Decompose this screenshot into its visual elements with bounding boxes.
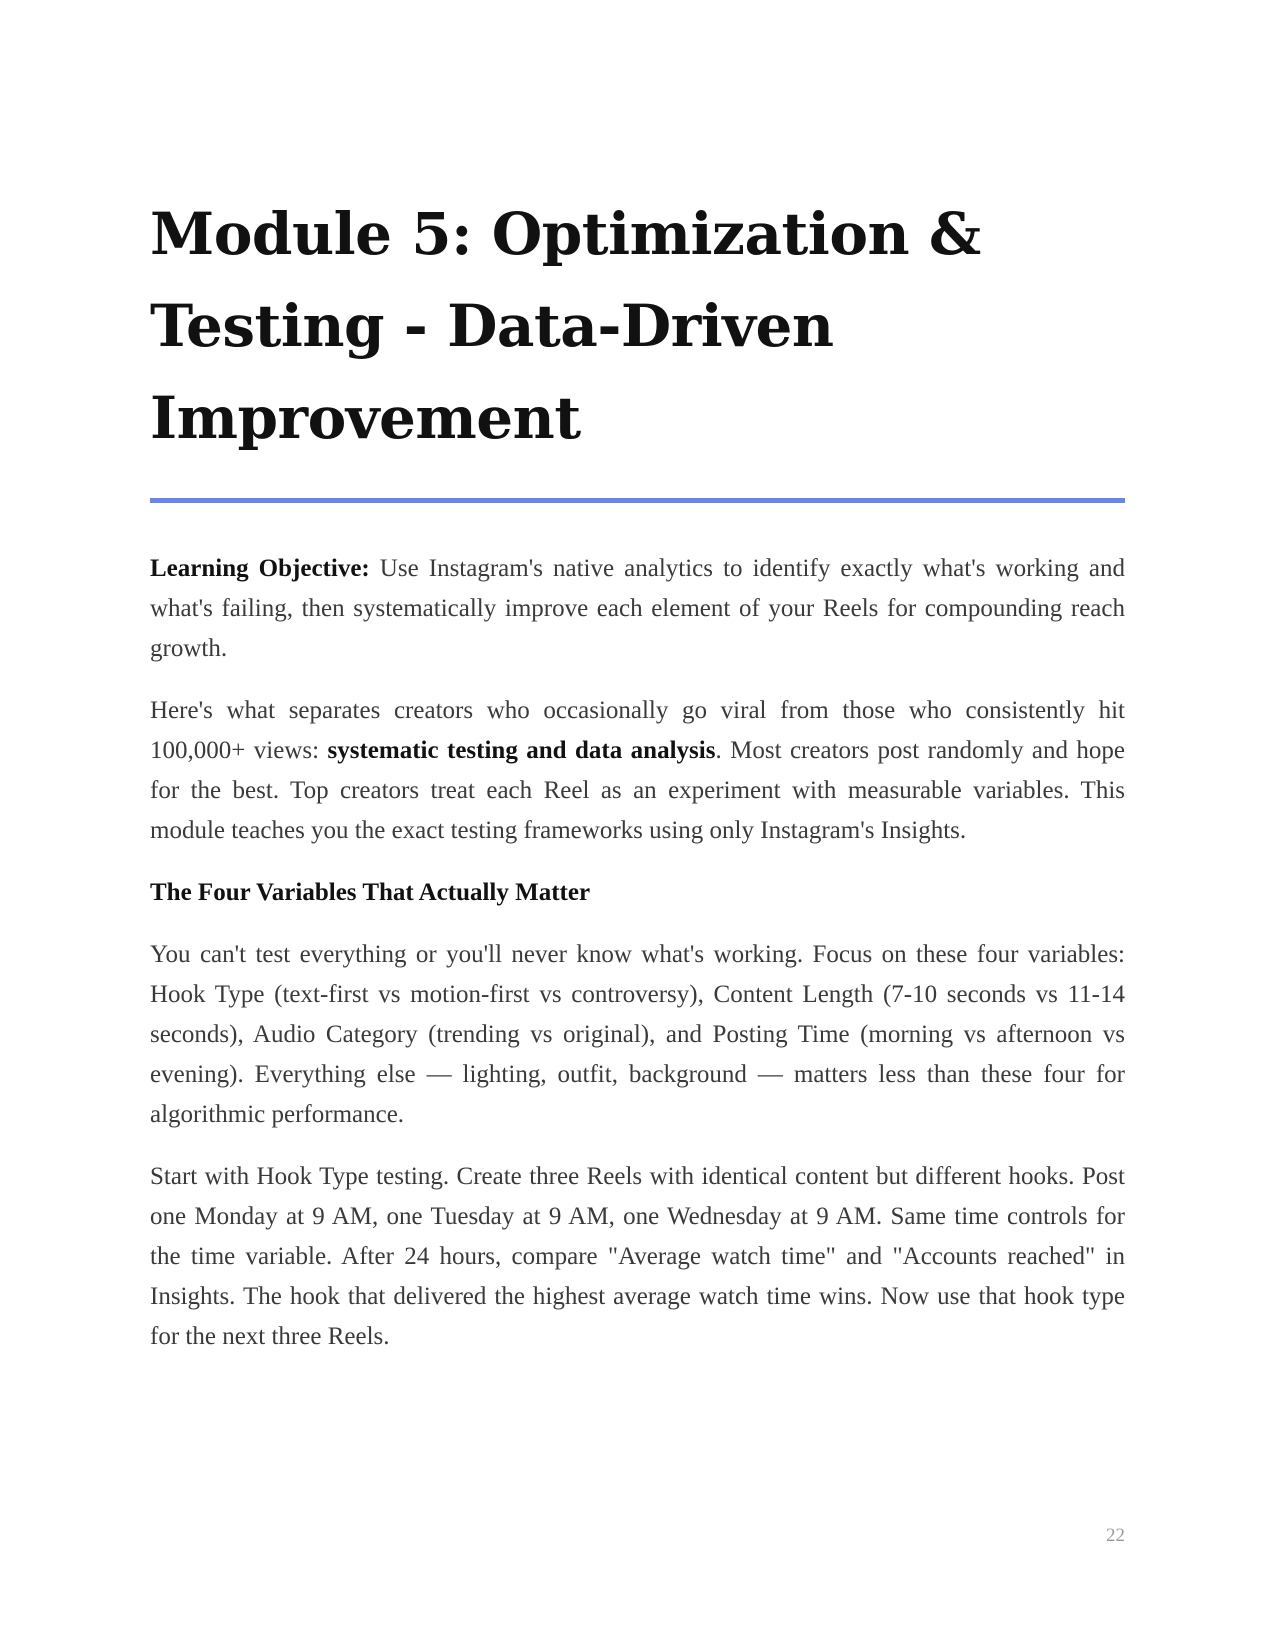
learning-objective-label: Learning Objective:: [150, 555, 370, 582]
intro-text-before: Here's what separates creators who occasionally go viral from those who consistently hit 100,000+ views:: [150, 697, 1125, 764]
variables-paragraph: You can't test everything or you'll never know what's working. Focus on these four variables: Hook Type (text-first vs motion-first vs controversy), Content Length (7-10 seconds vs 11-14 seconds), Audio Category (trending vs original), and Posting Time (morning vs afternoon vs evening). Everything else — lighting, outfit, background — matters less than these four for algorithmic performance.: [150, 941, 1125, 1128]
hook-testing-paragraph: Start with Hook Type testing. Create three Reels with identical content but different hooks. Post one Monday at 9 AM, one Tuesday at 9 AM, one Wednesday at 9 AM. Same time controls for the time variable. After 24 hours, compare "Average watch time" and "Accounts reached" in Insights. The hook that delivered the highest average watch time wins. Now use that hook type for the next three Reels.: [150, 1163, 1125, 1350]
page-title: Module 5: Optimization & Testing - Data-Driven Improvement: [150, 200, 981, 452]
learning-objective-text: Use Instagram's native analytics to identify exactly what's working and what's failing, then systematically improve each element of your Reels for compounding reach growth.: [150, 555, 1125, 662]
title-divider: [150, 498, 1125, 503]
intro-paragraph: [150, 691, 1125, 851]
section-heading: The Four Variables That Actually Matter: [150, 879, 591, 906]
learning-objective: [150, 549, 1125, 669]
intro-text-after: . Most creators post randomly and hope for the best. Top creators treat each Reel as an experiment with measurable variables. This module teaches you the exact testing frameworks using only Instagram's Insights.: [150, 737, 1126, 844]
intro-emphasis: systematic testing and data analysis: [327, 737, 716, 764]
page-number: 22: [1106, 1525, 1125, 1546]
document-page: [150, 188, 1125, 1357]
